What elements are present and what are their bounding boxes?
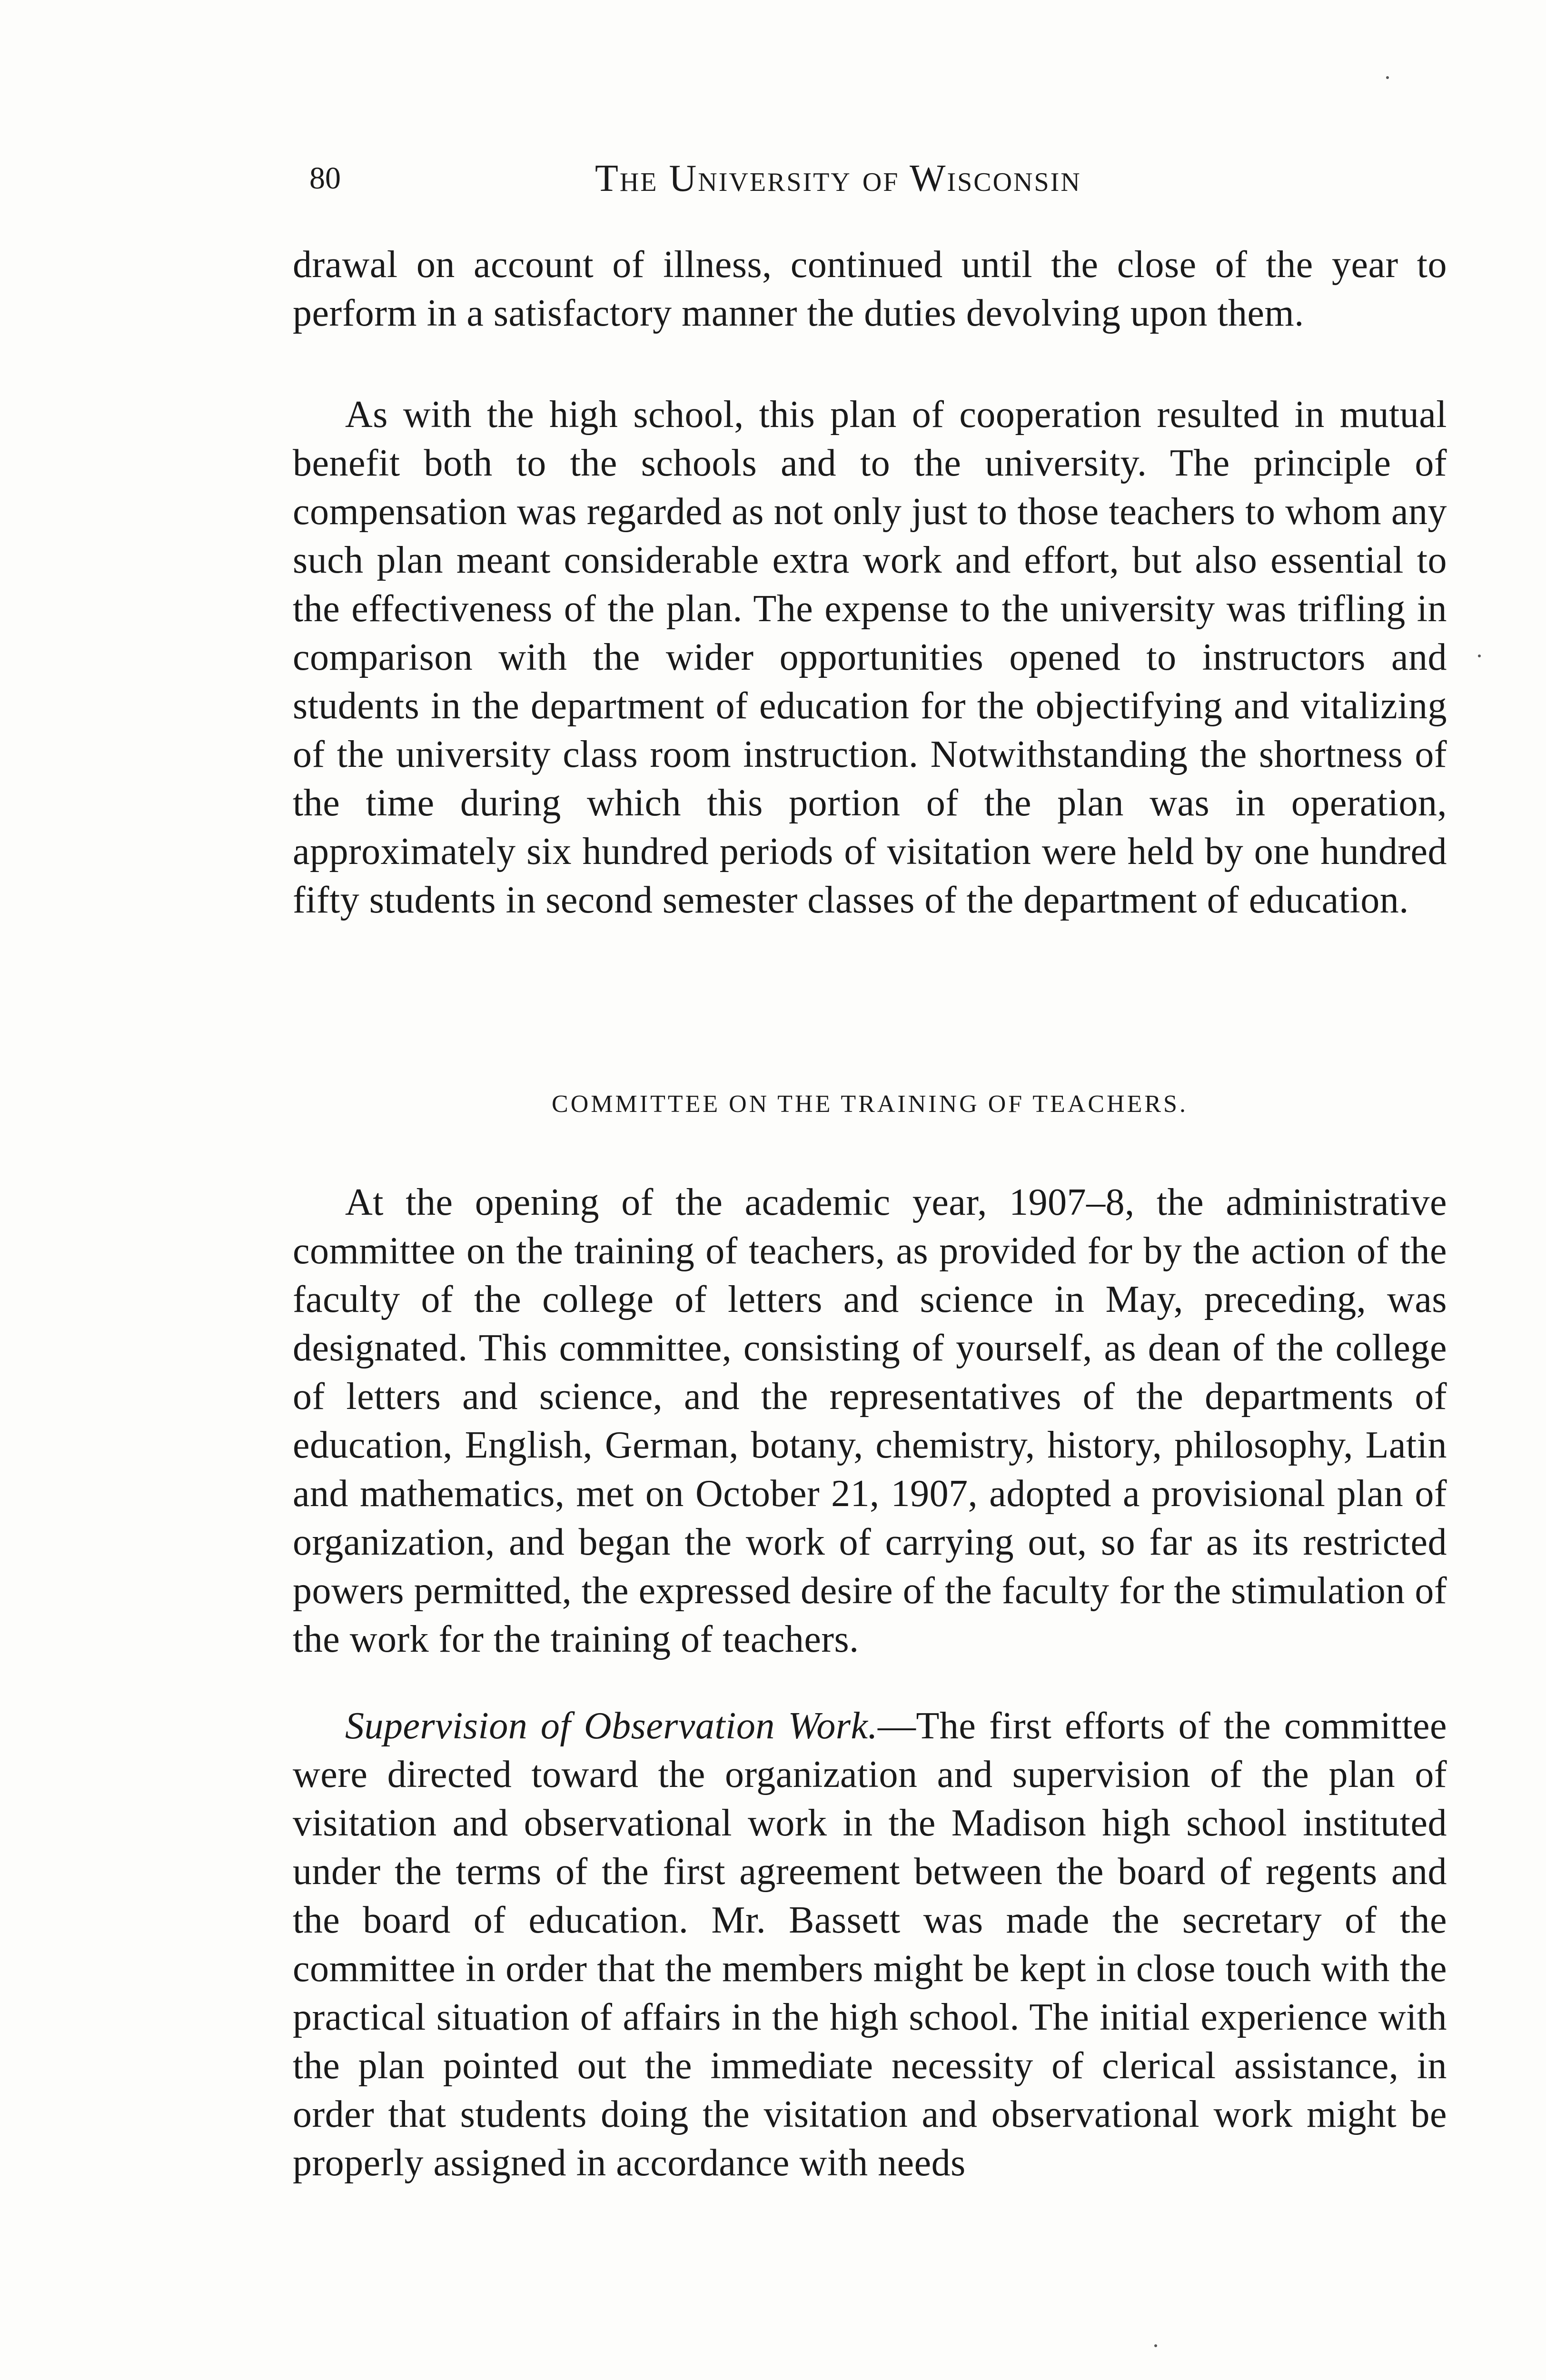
paragraph-cooperation (293, 390, 1447, 924)
page-header (309, 152, 1209, 205)
paragraph-text: At the opening of the academic year, 1907–8, the administrative committee on the training of teachers, as provided for by the action of the faculty of the college of letters and science in May, preceding, was designated. This committee, consisting of yourself, as dean of the college of letters and science, and the representatives of the departments of education, English, German, botany, chemistry, history, philosophy, Latin and mathematics, met on October 21, 1907, adopted a provisional plan of organization, and began the work of carrying out, so far as its restricted powers permitted, the expressed desire of the faculty for the stimulation of the work for the training of teachers. (293, 1181, 1447, 1660)
running-head: The University of Wisconsin (595, 158, 1081, 199)
paragraph-supervision (293, 1702, 1447, 2187)
paragraph-committee (293, 1178, 1447, 1664)
page-number: 80 (309, 161, 341, 196)
scan-speck (1478, 654, 1481, 657)
scan-speck (1154, 2344, 1157, 2347)
paragraph-body (293, 1702, 1447, 2187)
paragraph-continuation (293, 240, 1447, 337)
paragraph-text: drawal on account of illness, continued until the close of the year to perform in a satisfactory manner the duties devolving upon them. (293, 244, 1447, 334)
section-heading: COMMITTEE ON THE TRAINING OF TEACHERS. (552, 1091, 1188, 1118)
paragraph-text: As with the high school, this plan of cooperation resulted in mutual benefit both to the schools and to the university. The principle of compensation was regarded as not only just to those teachers to whom any such plan meant considerable extra work and effort, but also essential to the effectiveness of the plan. The expense to the university was trifling in comparison with the wider opportunities opened to instructors and students in the department of education for the objectifying and vitalizing of the university class room instruction. Notwithstanding the shortness of the time during which this portion of the plan was in operation, approximately six hundred periods of visitation were held by one hundred fifty students in second semester classes of the department of education. (293, 394, 1447, 921)
scan-speck (1386, 76, 1389, 79)
paragraph-text: —The first efforts of the committee were directed toward the organization and supervision of the plan of visitation and observational work in the Madison high school instituted under the terms of the first agreement between the board of regents and the board of education. Mr. Bassett was made the secretary of the committee in order that the members might be kept in close touch with the practical situation of affairs in the high school. The initial experience with the plan pointed out the immediate necessity of clerical assistance, in order that students doing the visitation and observational work might be properly assigned in accordance with needs (293, 1705, 1447, 2184)
run-in-heading: Supervision of Observation Work. (345, 1705, 878, 1747)
